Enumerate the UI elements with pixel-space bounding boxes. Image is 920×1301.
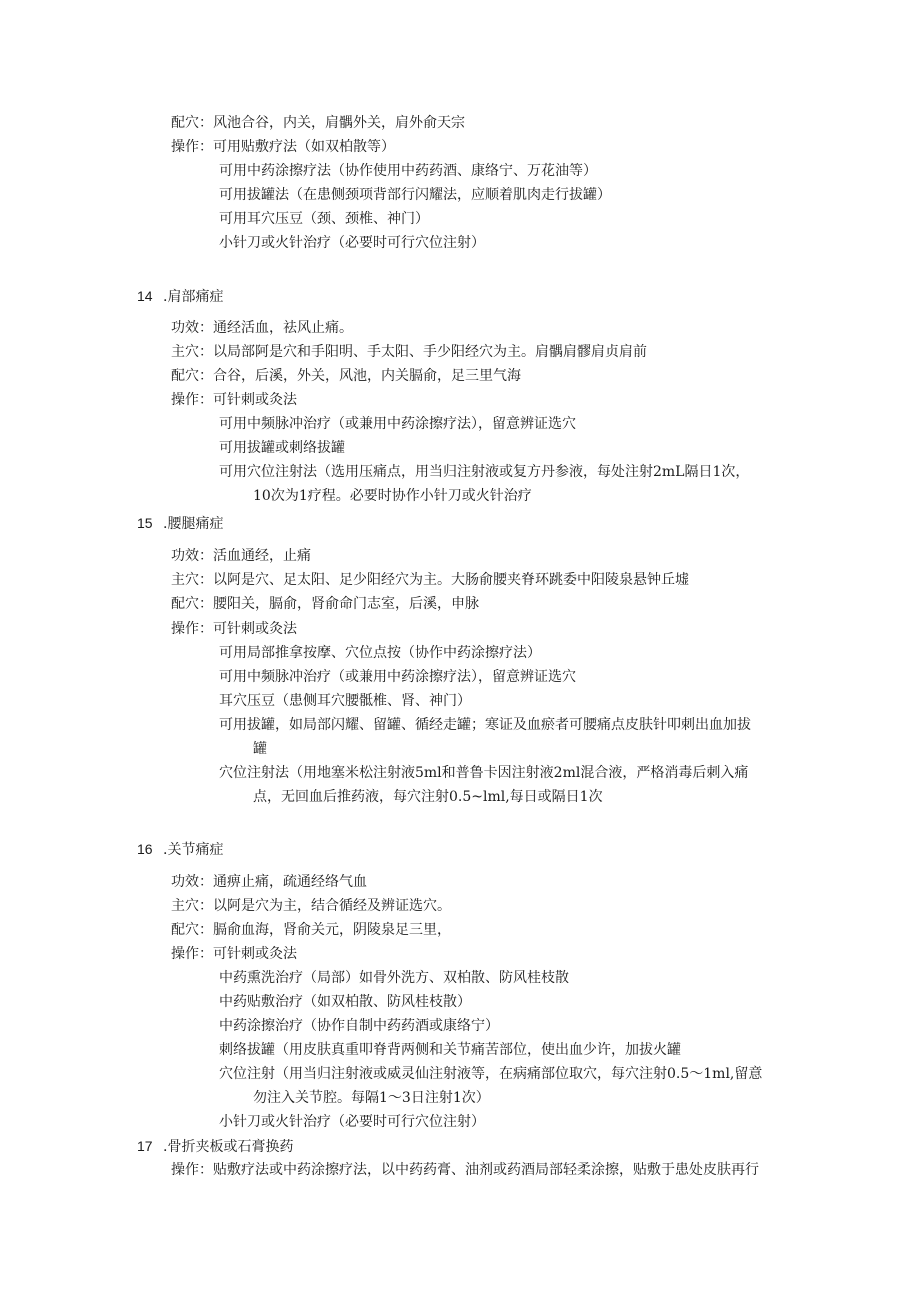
s15-zhuxue: 主穴：以阿是穴、足太阳、足少阳经穴为主。大肠俞腰夹脊环跳委中阳陵泉悬钟丘墟: [171, 572, 689, 588]
s15-op-5: 穴位注射法（用地塞米松注射液5ml和普鲁卡因注射液2ml混合液，严格消毒后刺入痛: [219, 765, 749, 781]
s16-op-6: 小针刀或火针治疗（必要时可行穴位注射）: [219, 1114, 485, 1130]
s16-op-4: 刺络拔罐（用皮肤真重叩脊背两侧和关节痛苦部位，使出血少许，加拔火罐: [219, 1042, 681, 1058]
s15-peixue: 配穴：腰阳关，膈俞，肾俞命门志室，后溪，申脉: [171, 596, 479, 612]
s17-caozuo: 操作：贴敷疗法或中药涂擦疗法，以中药药膏、油剂或药酒局部轻柔涂擦，贴敷于患处皮肤再行: [171, 1162, 759, 1178]
s15-title: .腰腿痛症: [163, 516, 224, 532]
s15-op-1: 可用局部推拿按摩、穴位点按（协作中药涂擦疗法）: [219, 645, 541, 661]
s14-peixue: 配穴：合谷，后溪，外关，风池，内关膈俞，足三里气海: [171, 368, 521, 384]
s17-title: .骨折夹板或石膏换药: [163, 1139, 294, 1155]
s14-op-3: 可用穴位注射法（选用压痛点，用当归注射液或复方丹参液，每处注射2mL隔日1次，: [219, 464, 750, 480]
s15-op-4-cont: 罐: [253, 741, 267, 757]
s14-caozuo: 操作：可针刺或灸法: [171, 392, 297, 408]
s13-op-3: 可用耳穴压豆（颈、颈椎、神门）: [219, 211, 429, 227]
s16-op-5-cont: 勿注入关节腔。每隔1～3日注射1次）: [253, 1090, 490, 1106]
s15-op-4: 可用拔罐，如局部闪耀、留罐、循经走罐；寒证及血瘀者可腰痛点皮肤针叩刺出血加拔: [219, 717, 751, 733]
s16-peixue: 配穴：膈俞血海，肾俞关元，阴陵泉足三里，: [171, 922, 451, 938]
s16-heading: [137, 839, 223, 860]
s14-title: .肩部痛症: [163, 289, 224, 305]
s13-op-2: 可用拔罐法（在患侧颈项背部行闪耀法，应顺着肌肉走行拔罐）: [219, 187, 611, 203]
s16-op-2: 中药贴敷治疗（如双柏散、防风桂枝散）: [219, 994, 471, 1010]
s14-op-1: 可用中频脉冲治疗（或兼用中药涂擦疗法），留意辨证选穴: [219, 416, 576, 432]
s14-number: 14: [137, 288, 153, 304]
s15-number: 15: [137, 515, 153, 531]
s16-number: 16: [137, 841, 153, 857]
s15-op-2: 可用中频脉冲治疗（或兼用中药涂擦疗法），留意辨证选穴: [219, 669, 576, 685]
s15-op-5-cont: 点，无回血后推药液，每穴注射0.5~lml,每日或隔日1次: [253, 789, 603, 805]
s16-op-5: 穴位注射（用当归注射液或威灵仙注射液等，在病痛部位取穴，每穴注射0.5～1ml,留意: [219, 1066, 763, 1082]
s16-title: .关节痛症: [163, 842, 224, 858]
s15-heading: [137, 513, 223, 534]
s15-caozuo: 操作：可针刺或灸法: [171, 621, 297, 637]
s16-caozuo: 操作：可针刺或灸法: [171, 946, 297, 962]
s14-gongxiao: 功效：通经活血，祛风止痛。: [171, 320, 353, 336]
s15-op-3: 耳穴压豆（患侧耳穴腰骶椎、肾、神门）: [219, 693, 471, 709]
s15-gongxiao: 功效：活血通经，止痛: [171, 548, 311, 564]
s17-number: 17: [137, 1138, 153, 1154]
s16-gongxiao: 功效：通痹止痛，疏通经络气血: [171, 874, 367, 890]
s14-heading: [137, 286, 223, 307]
s14-op-3-cont: 10次为1疗程。必要时协作小针刀或火针治疗: [253, 488, 532, 504]
s13-peixue: 配穴：风池合谷，内关，肩髃外关，肩外俞天宗: [171, 115, 465, 131]
s13-op-4: 小针刀或火针治疗（必要时可行穴位注射）: [219, 235, 485, 251]
s14-op-2: 可用拔罐或刺络拔罐: [219, 440, 345, 456]
s13-op-1: 可用中药涂擦疗法（协作使用中药药酒、康络宁、万花油等）: [219, 163, 597, 179]
s16-zhuxue: 主穴：以阿是穴为主，结合循经及辨证选穴。: [171, 898, 451, 914]
s16-op-3: 中药涂擦治疗（协作自制中药药酒或康络宁）: [219, 1018, 499, 1034]
s17-heading: [137, 1136, 293, 1157]
s14-zhuxue: 主穴：以局部阿是穴和手阳明、手太阳、手少阳经穴为主。肩髃肩髎肩贞肩前: [171, 344, 647, 360]
s16-op-1: 中药熏洗治疗（局部）如骨外洗方、双柏散、防风桂枝散: [219, 970, 569, 986]
s13-caozuo: 操作：可用贴敷疗法（如双柏散等）: [171, 139, 395, 155]
